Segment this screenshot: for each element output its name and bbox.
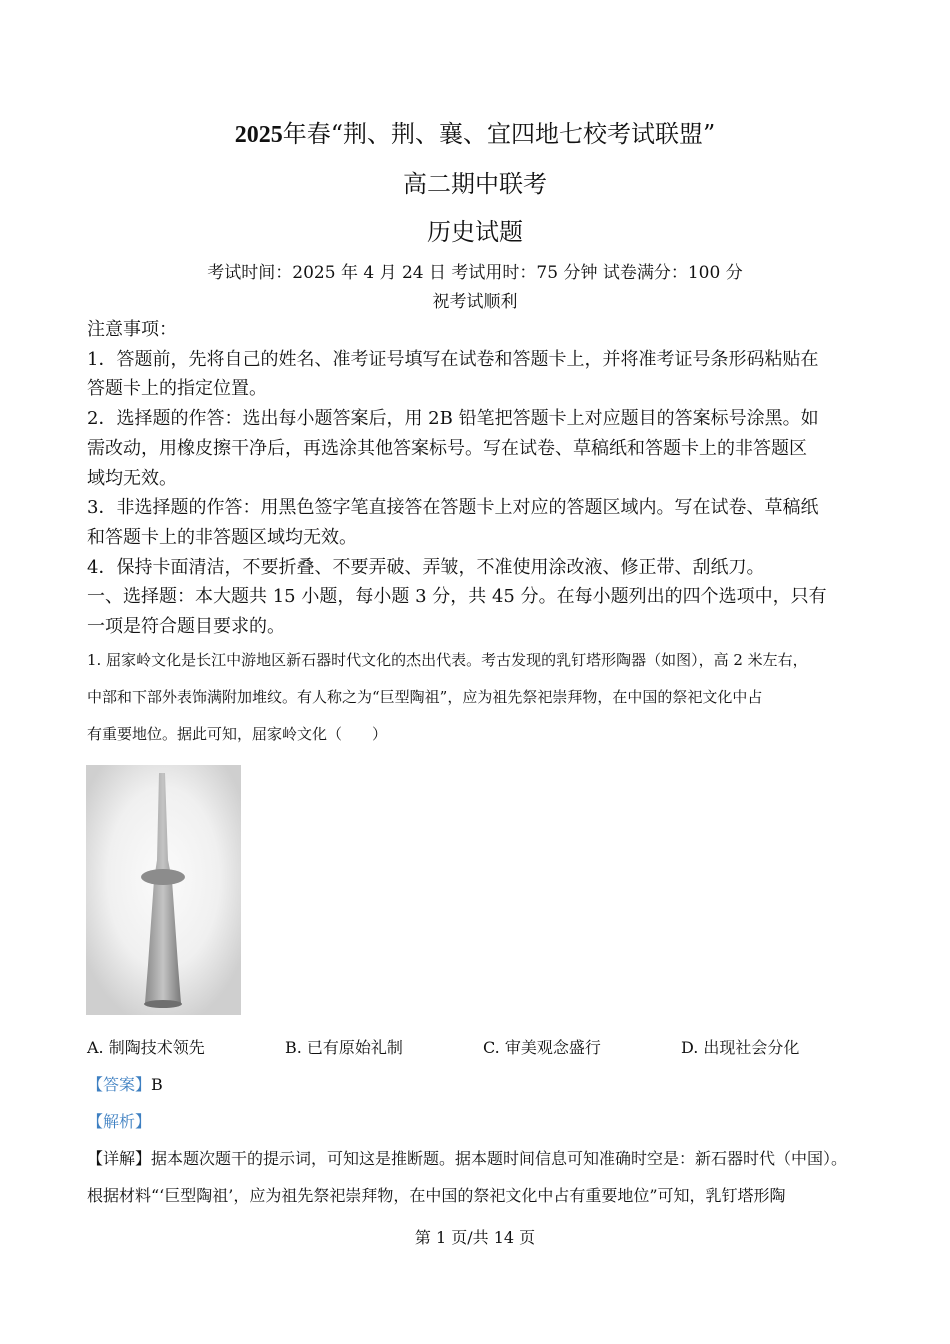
- detail-line: 根据材料“‘巨型陶祖’，应为祖先祭祀崇拜物，在中国的祭祀文化中占有重要地位”可知，乳钉塔形陶: [87, 1186, 786, 1205]
- option-a: A. 制陶技术领先: [87, 1038, 205, 1057]
- pottery-figure: [86, 765, 241, 1015]
- notes-line: 和答题卡上的非答题区域均无效。: [87, 526, 357, 548]
- option-b: B. 已有原始礼制: [285, 1038, 403, 1057]
- subject-title: 历史试题: [427, 218, 523, 246]
- detail-line: 【详解】据本题次题干的提示词，可知这是推断题。据本题时间信息可知准确时空是：新石器时代（中国）。: [87, 1149, 848, 1168]
- notes-line: 1．答题前，先将自己的姓名、准考证号填写在试卷和答题卡上，并将准考证号条形码粘贴在: [87, 348, 819, 370]
- notes-line: 注意事项：: [87, 319, 177, 340]
- exam-title: 2025年春“荆、荆、襄、宜四地七校考试联盟”: [234, 120, 716, 148]
- notes-line: 答题卡上的指定位置。: [87, 378, 267, 400]
- notes-line: 需改动，用橡皮擦干净后，再选涂其他答案标号。写在试卷、草稿纸和答题卡上的非答题区: [87, 437, 807, 459]
- exam-meta: 考试时间：2025 年 4 月 24 日 考试用时：75 分钟 试卷满分：100 分: [207, 263, 743, 283]
- question-line: 中部和下部外表饰满附加堆纹。有人称之为“巨型陶祖”，应为祖先祭祀崇拜物，在中国的祭祀文化中占: [87, 688, 763, 706]
- question-line: 1. 屈家岭文化是长江中游地区新石器时代文化的杰出代表。考古发现的乳钉塔形陶器（如图），高 2 米左右，: [87, 651, 808, 669]
- notes-line: 4．保持卡面清洁，不要折叠、不要弄破、弄皱，不准使用涂改液、修正带、刮纸刀。: [87, 556, 765, 578]
- notes-line: 一项是符合题目要求的。: [87, 616, 285, 637]
- notes-line: 2．选择题的作答：选出每小题答案后，用 2B 铅笔把答题卡上对应题目的答案标号涂黑。如: [87, 408, 819, 430]
- answer-line: 【答案】B: [87, 1075, 163, 1094]
- option-d: D. 出现社会分化: [681, 1038, 800, 1057]
- question-line: 有重要地位。据此可知，屈家岭文化（ ）: [87, 725, 388, 743]
- notes-line: 一、选择题：本大题共 15 小题，每小题 3 分，共 45 分。在每小题列出的四个选项中，只有: [87, 586, 827, 608]
- notes-line: 3．非选择题的作答：用黑色签字笔直接答在答题卡上对应的答题区域内。写在试卷、草稿纸: [87, 497, 819, 519]
- notes-line: 域均无效。: [87, 467, 177, 489]
- page-footer: 第 1 页/共 14 页: [414, 1228, 536, 1247]
- option-c: C. 审美观念盛行: [483, 1038, 601, 1057]
- exam-wish: 祝考试顺利: [432, 292, 518, 312]
- analysis-label: 【解析】: [87, 1112, 152, 1131]
- exam-subtitle: 高二期中联考: [403, 170, 547, 198]
